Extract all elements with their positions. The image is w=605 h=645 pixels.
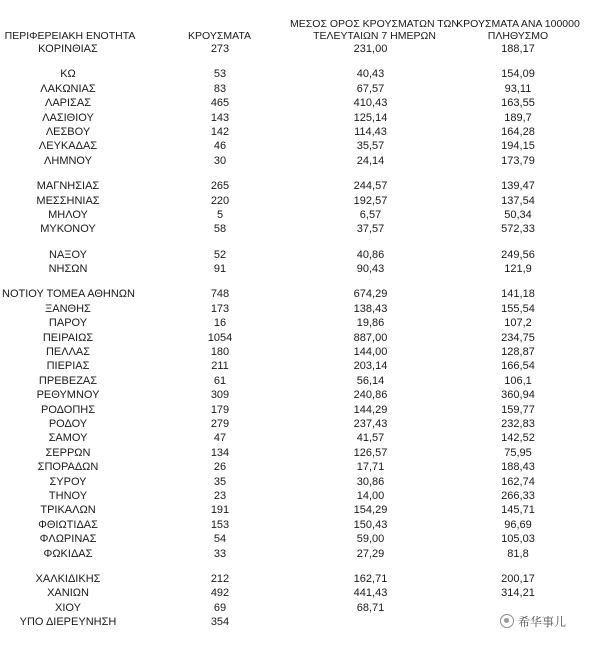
cell-7day-average: 90,43 [356,263,385,276]
table-row [0,475,605,489]
table-header [0,14,605,44]
cell-7day-average: 162,71 [353,572,388,585]
cell-cases-per-100k: 249,56 [501,248,535,261]
cell-cases-per-100k: 96,69 [504,518,532,531]
cell-region: ΜΑΓΝΗΣΙΑΣ [36,180,100,193]
cell-cases: 179 [210,403,230,416]
cell-region: ΚΩ [60,68,76,81]
cell-cases-per-100k: 106,1 [504,374,532,387]
cell-cases: 33 [213,547,227,560]
table-row [0,446,605,460]
cell-cases-per-100k: 141,18 [501,288,535,301]
cell-region: ΛΕΣΒΟΥ [45,125,91,138]
column-header-7day-average: ΜΕΣΟΣ ΟΡΟΣ ΚΡΟΥΣΜΑΤΩΝ ΤΩΝ ΤΕΛΕΥΤΑΙΩΝ 7 ΗΜΕΡΩΝ [290,18,459,42]
cell-cases-per-100k: 572,33 [501,223,535,236]
cell-cases: 53 [213,68,227,81]
cell-cases-per-100k: 360,94 [501,389,535,402]
cell-cases-per-100k: 155,54 [501,302,535,315]
cell-region: ΜΥΚΟΝΟΥ [40,223,96,236]
column-header-cases: ΚΡΟΥΣΜΑΤΑ [188,30,251,42]
cell-cases: 134 [210,446,230,459]
cell-7day-average: 30,86 [356,475,385,488]
table-row [0,489,605,503]
cell-7day-average: 35,57 [356,140,385,153]
table-row [0,194,605,208]
cell-region: ΠΙΕΡΙΑΣ [46,360,90,373]
cell-7day-average: 887,00 [353,331,388,344]
cell-7day-average: 56,14 [356,374,385,387]
cell-region: ΤΡΙΚΑΛΩΝ [40,504,96,517]
cell-cases: 492 [210,587,230,600]
cell-cases-per-100k: 137,54 [501,194,535,207]
cell-cases: 54 [213,533,227,546]
cell-cases: 265 [210,180,230,193]
cell-7day-average: 244,57 [353,180,388,193]
cell-7day-average: 17,71 [356,461,385,474]
cell-cases-per-100k: 93,11 [504,82,532,95]
cell-7day-average: 27,29 [356,547,385,560]
cell-cases: 47 [213,432,227,445]
cell-cases: 211 [211,360,229,373]
cell-cases: 212 [210,572,230,585]
table-row [0,96,605,110]
table-row [0,179,605,193]
cell-cases: 26 [213,461,227,474]
group-spacer [0,56,605,67]
cell-region: ΧΙΟΥ [55,601,81,614]
table-row [0,82,605,96]
cell-cases: 1054 [207,331,233,344]
table-row [0,374,605,388]
table-row [0,586,605,600]
cell-cases: 58 [213,223,227,236]
table-row [0,331,605,345]
cell-region: ΣΠΟΡΑΔΩΝ [37,461,99,474]
table-row [0,503,605,517]
cell-cases: 61 [213,374,227,387]
cell-cases-per-100k: 234,75 [501,331,535,344]
cell-region: ΜΕΣΣΗΝΙΑΣ [36,194,100,207]
table-row [0,388,605,402]
table-row [0,359,605,373]
cell-cases-per-100k: 107,2 [504,317,532,330]
table-row [0,42,605,56]
cell-cases-per-100k: 164,28 [501,125,535,138]
cell-cases-per-100k: 314,21 [501,587,535,600]
cell-cases-per-100k: 142,52 [501,432,535,445]
cell-region: ΧΑΝΙΩΝ [47,587,89,600]
cell-region: ΠΕΙΡΑΙΩΣ [42,331,94,344]
cell-7day-average: 237,43 [353,417,388,430]
table-row [0,139,605,153]
cell-region: ΝΗΣΩΝ [48,263,88,276]
cell-region: ΣΑΜΟΥ [48,432,88,445]
cell-region: ΝΑΞΟΥ [49,248,87,261]
cell-cases: 5 [216,208,224,221]
cell-region: ΤΗΝΟΥ [48,489,88,502]
cell-cases: 191 [210,504,230,517]
cell-cases: 142 [210,125,230,138]
cell-cases: 16 [213,317,227,330]
cell-cases-per-100k: 166,54 [501,360,535,373]
cell-cases: 354 [210,616,230,629]
cell-7day-average: 192,57 [353,194,388,207]
table-row [0,208,605,222]
cell-cases: 91 [213,263,227,276]
cell-cases: 748 [210,288,230,301]
cell-region: ΛΑΡΙΣΑΣ [44,97,91,110]
cell-region: ΞΑΝΘΗΣ [45,302,91,315]
cell-region: ΚΟΡΙΝΘΙΑΣ [38,43,98,55]
table-row [0,111,605,125]
cell-region: ΣΕΡΡΩΝ [45,446,91,459]
table-row [0,431,605,445]
table-row [0,518,605,532]
cell-region: ΥΠΟ ΔΙΕΡΕΥΝΗΣΗ [19,616,117,629]
table-row [0,532,605,546]
cell-cases-per-100k: 189,7 [504,111,532,124]
table-row [0,154,605,168]
table-row [0,345,605,359]
cell-region: ΡΕΘΥΜΝΟΥ [36,389,100,402]
cell-cases: 309 [210,389,230,402]
cell-cases: 279 [210,417,230,430]
group-spacer [0,561,605,572]
cell-7day-average: 144,29 [353,403,388,416]
cell-cases: 83 [213,82,227,95]
table-row [0,460,605,474]
cell-cases: 52 [213,248,227,261]
cell-region: ΡΟΔΟΠΗΣ [40,403,96,416]
cell-cases: 220 [210,194,230,207]
cell-cases: 173 [210,302,230,315]
cell-cases-per-100k: 105,03 [501,533,535,546]
cell-cases: 273 [210,43,230,55]
cell-cases-per-100k: 163,55 [501,97,535,110]
cell-cases-per-100k: 188,17 [501,43,535,55]
cell-7day-average: 144,00 [353,346,388,359]
cell-7day-average: 114,43 [354,125,387,138]
column-header-cases-per-100k: ΚΡΟΥΣΜΑΤΑ ΑΝΑ 100000 ΠΛΗΘΥΣΜΟ [456,18,580,42]
cell-region: ΝΟΤΙΟΥ ΤΟΜΕΑ ΑΘΗΝΩΝ [2,288,135,301]
cell-cases-per-100k: 121,9 [504,263,532,276]
table-row [0,417,605,431]
cell-7day-average: 203,14 [353,360,388,373]
cell-cases: 35 [213,475,227,488]
cell-region: ΜΗΛΟΥ [48,208,88,221]
cell-7day-average: 240,86 [353,389,388,402]
watermark [500,612,600,630]
table-row [0,125,605,139]
cell-7day-average: 59,00 [356,533,385,546]
cell-cases-per-100k: 194,15 [501,140,535,153]
cell-region: ΧΑΛΚΙΔΙΚΗΣ [35,572,101,585]
cell-7day-average: 6,57 [359,208,382,221]
cell-7day-average: 674,29 [353,288,388,301]
cell-cases-per-100k: 145,71 [501,504,535,517]
cell-cases: 465 [210,97,230,110]
group-spacer [0,168,605,179]
cell-cases: 153 [210,518,230,531]
cell-cases-per-100k: 162,74 [501,475,535,488]
cell-7day-average: 41,57 [356,432,385,445]
cell-region: ΛΑΚΩΝΙΑΣ [40,82,96,95]
column-header-region: ΠΕΡΙΦΕΡΕΙΑΚΗ ΕΝΟΤΗΤΑ [4,30,136,42]
cell-cases-per-100k: 154,09 [501,68,535,81]
table-row [0,287,605,301]
cell-7day-average: 40,43 [356,68,385,81]
cell-cases-per-100k: 128,87 [501,346,535,359]
cell-7day-average: 138,43 [353,302,388,315]
cell-cases-per-100k: 159,77 [501,403,535,416]
cell-region: ΡΟΔΟΥ [48,417,88,430]
cell-region: ΦΘΙΩΤΙΔΑΣ [38,518,98,531]
cell-cases: 30 [213,154,227,167]
cell-7day-average: 126,57 [353,446,388,459]
cell-region: ΠΕΛΛΑΣ [45,346,91,359]
cell-7day-average: 19,86 [356,317,385,330]
group-spacer [0,276,605,287]
cell-cases: 23 [213,489,227,502]
cell-region: ΠΑΡΟΥ [48,317,88,330]
cell-cases-per-100k: 200,17 [501,572,535,585]
cell-7day-average: 37,57 [356,223,385,236]
cell-region: ΛΕΥΚΑΔΑΣ [38,140,98,153]
group-spacer [0,237,605,248]
cell-cases-per-100k: 266,33 [501,489,535,502]
cell-cases-per-100k: 188,43 [501,461,535,474]
cell-7day-average: 67,57 [356,82,385,95]
cell-7day-average: 231,00 [353,43,388,55]
cell-cases: 143 [210,111,230,124]
cell-7day-average: 150,43 [353,518,388,531]
table-row [0,222,605,236]
cell-cases-per-100k: 139,47 [501,180,535,193]
cell-7day-average: 24,14 [356,154,385,167]
cell-cases: 46 [213,140,227,153]
cell-cases: 180 [210,346,230,359]
cell-region: ΠΡΕΒΕΖΑΣ [38,374,98,387]
cell-region: ΛΑΣΙΘΙΟΥ [42,111,94,124]
wechat-icon [500,614,514,628]
cell-cases-per-100k: 75,95 [504,446,532,459]
cell-7day-average: 154,29 [353,504,388,517]
table-row [0,572,605,586]
table-body [0,42,605,629]
cell-7day-average: 40,86 [356,248,385,261]
cell-cases-per-100k: 81,8 [507,547,529,560]
cell-cases-per-100k: 50,34 [504,208,532,221]
cell-region: ΦΩΚΙΔΑΣ [43,547,93,560]
cell-7day-average: 125,14 [353,111,388,124]
cell-cases: 69 [213,601,227,614]
cell-cases-per-100k: 173,79 [501,154,535,167]
cell-7day-average: 14,00 [356,489,385,502]
table-row [0,67,605,81]
cell-7day-average: 441,43 [353,587,388,600]
table-row [0,302,605,316]
table-row [0,248,605,262]
cell-7day-average: 410,43 [353,97,388,110]
table-row [0,403,605,417]
table-row [0,262,605,276]
table-row [0,547,605,561]
cell-region: ΦΛΩΡΙΝΑΣ [39,533,97,546]
table-row [0,316,605,330]
watermark-text: 希华事儿 [518,614,567,629]
cell-cases-per-100k: 232,83 [501,417,535,430]
cell-region: ΛΗΜΝΟΥ [44,154,92,167]
cell-7day-average: 68,71 [356,601,385,614]
cell-region: ΣΥΡΟΥ [49,475,87,488]
